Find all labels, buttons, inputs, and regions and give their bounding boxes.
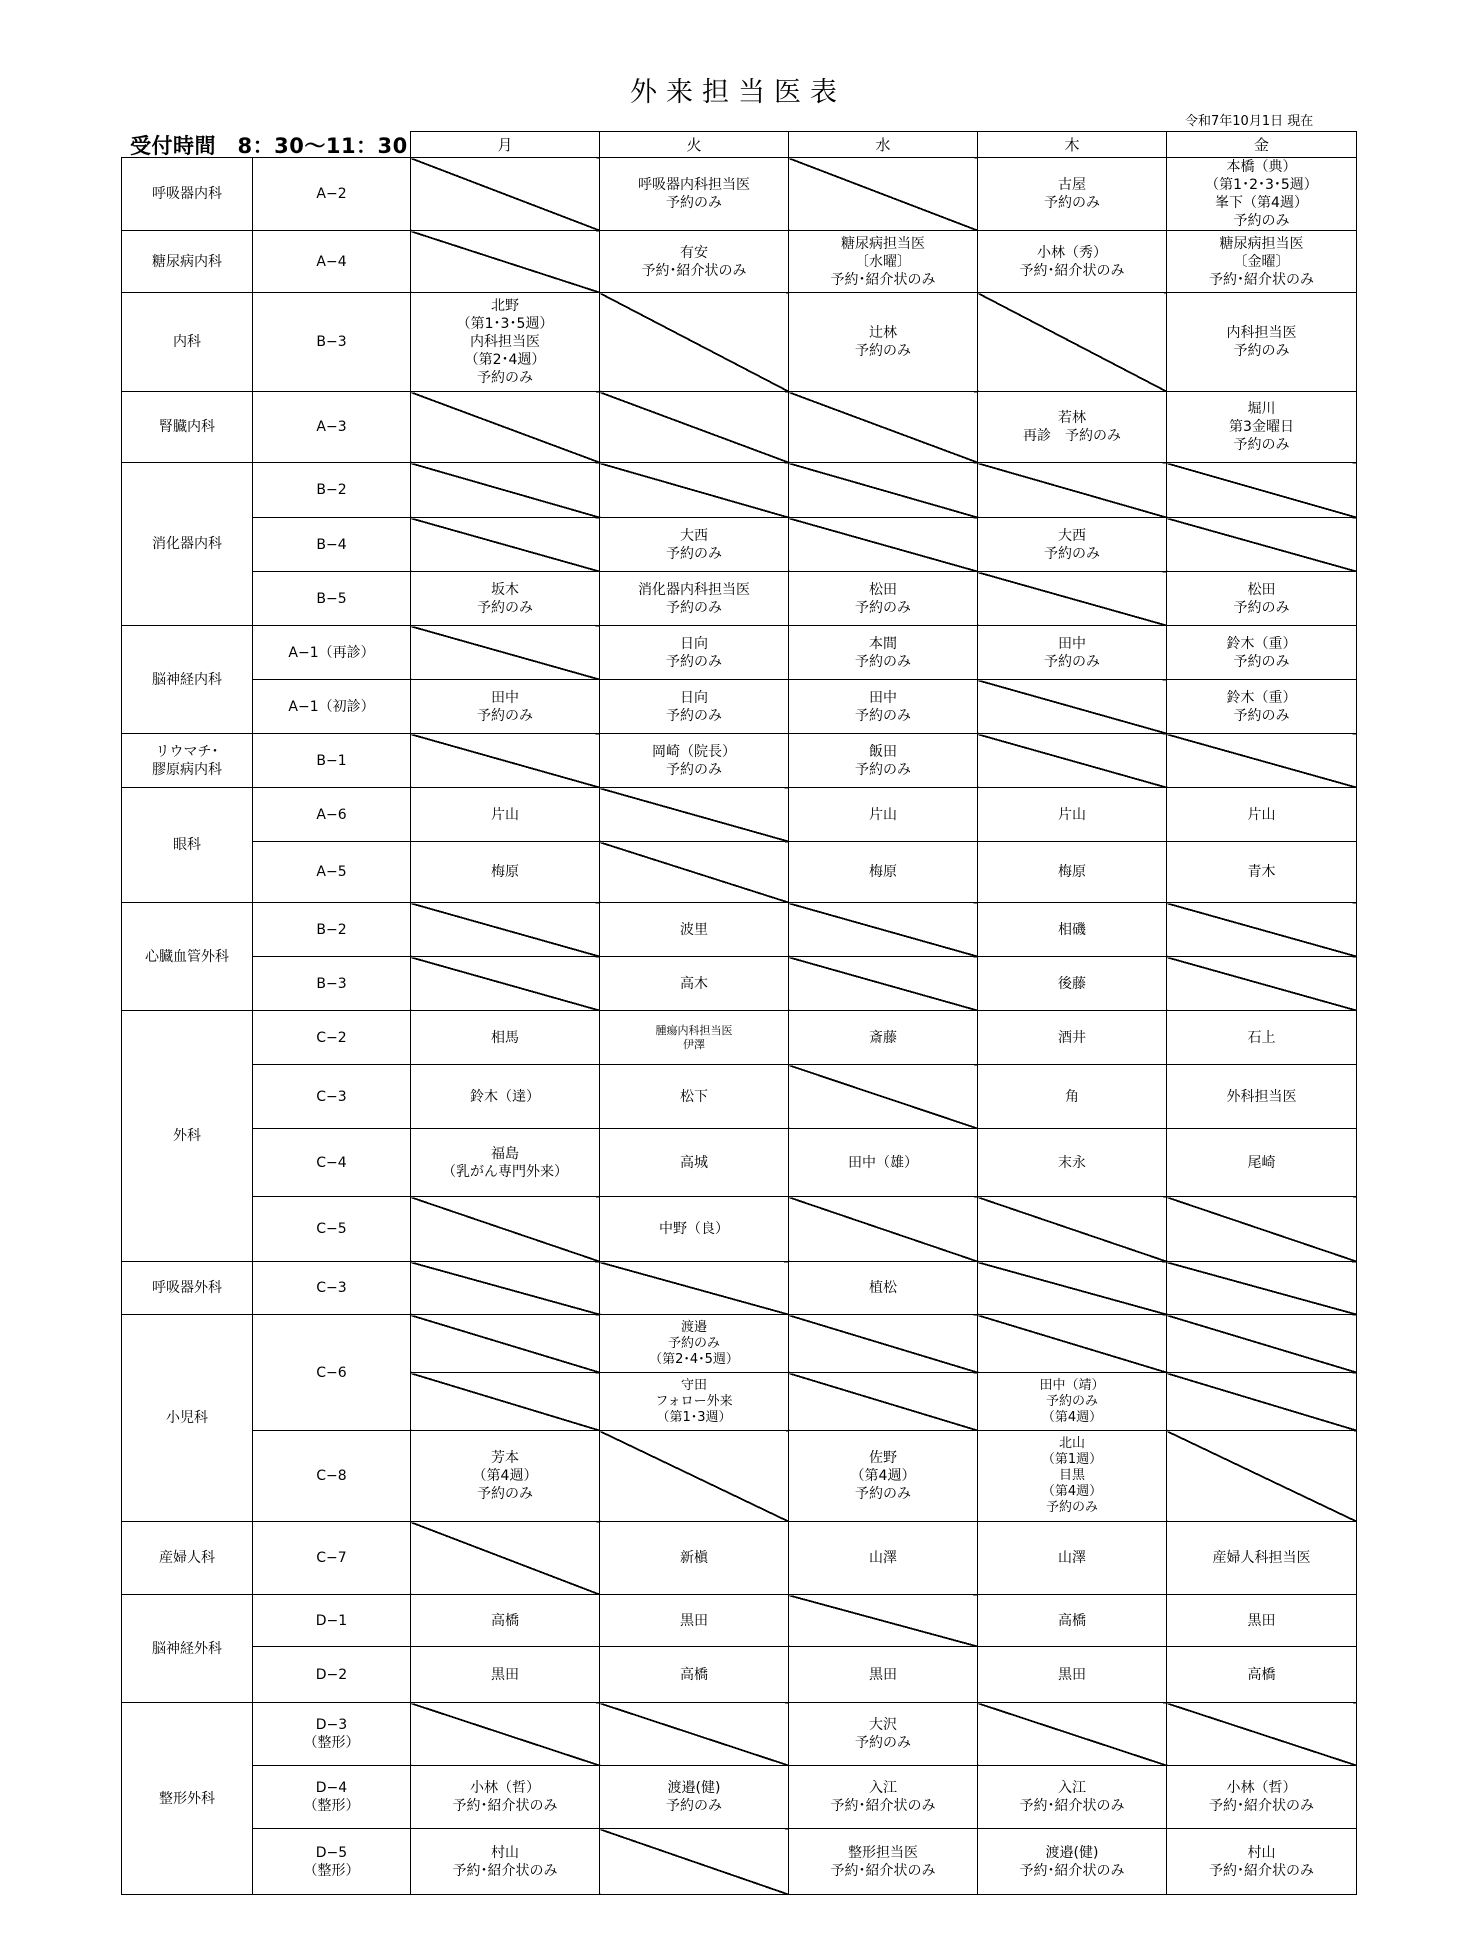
table-row: [122, 1065, 1357, 1129]
room-cell: D−1: [253, 1595, 411, 1647]
schedule-cell-empty: [978, 572, 1167, 626]
schedule-cell: 大西 予約のみ: [978, 518, 1167, 572]
schedule-cell: 松田 予約のみ: [789, 572, 978, 626]
schedule-cell: 斎藤: [789, 1011, 978, 1065]
schedule-cell-empty: [1167, 1262, 1357, 1315]
schedule-cell-empty: [978, 1703, 1167, 1766]
schedule-cell: 渡邉(健) 予約のみ: [600, 1766, 789, 1829]
room-cell: A−1（再診）: [253, 626, 411, 680]
dept-cell: 脳神経外科: [122, 1595, 253, 1703]
schedule-cell-empty: [1167, 1703, 1357, 1766]
schedule-cell: 梅原: [978, 842, 1167, 903]
schedule-cell: 岡崎（院長） 予約のみ: [600, 734, 789, 788]
schedule-cell-empty: [600, 1262, 789, 1315]
schedule-cell-empty: [411, 1197, 600, 1262]
schedule-cell: 辻林 予約のみ: [789, 293, 978, 392]
schedule-cell: 石上: [1167, 1011, 1357, 1065]
schedule-cell-empty: [1167, 1431, 1357, 1522]
schedule-cell: 本間 予約のみ: [789, 626, 978, 680]
schedule-cell: 北山 （第1週） 目黒 （第4週） 予約のみ: [978, 1431, 1167, 1522]
schedule-cell: 田中（雄）: [789, 1129, 978, 1197]
room-cell: B−2: [253, 903, 411, 957]
schedule-cell: 渡邉 予約のみ （第2･4･5週）: [600, 1315, 789, 1373]
table-row: [122, 231, 1357, 293]
schedule-cell-empty: [978, 734, 1167, 788]
schedule-cell-empty: [411, 463, 600, 518]
schedule-cell: 外科担当医: [1167, 1065, 1357, 1129]
dept-cell: 腎臓内科: [122, 392, 253, 463]
schedule-cell-empty: [789, 1197, 978, 1262]
schedule-cell: 大西 予約のみ: [600, 518, 789, 572]
table-row: [122, 788, 1357, 842]
header-blank: [122, 132, 411, 158]
table-row: [122, 463, 1357, 518]
schedule-cell: 福島 （乳がん専門外来）: [411, 1129, 600, 1197]
room-cell: A−4: [253, 231, 411, 293]
schedule-cell: 渡邉(健) 予約･紹介状のみ: [978, 1829, 1167, 1895]
schedule-cell-empty: [600, 1703, 789, 1766]
schedule-cell: 日向 予約のみ: [600, 626, 789, 680]
table-row: [122, 1315, 1357, 1373]
schedule-cell: 松田 予約のみ: [1167, 572, 1357, 626]
schedule-cell: 田中 予約のみ: [411, 680, 600, 734]
table-row: [122, 1431, 1357, 1522]
schedule-cell-empty: [978, 1197, 1167, 1262]
table-row: [122, 1129, 1357, 1197]
table-row: [122, 293, 1357, 392]
schedule-cell: 堀川 第3金曜日 予約のみ: [1167, 392, 1357, 463]
schedule-cell: 古屋 予約のみ: [978, 158, 1167, 231]
schedule-cell: 佐野 （第4週） 予約のみ: [789, 1431, 978, 1522]
schedule-cell-empty: [600, 293, 789, 392]
schedule-cell-empty: [411, 1373, 600, 1431]
dept-cell: 産婦人科: [122, 1522, 253, 1595]
table-row: [122, 957, 1357, 1011]
schedule-cell-empty: [789, 158, 978, 231]
schedule-cell: 高木: [600, 957, 789, 1011]
schedule-cell: 田中（靖） 予約のみ （第4週）: [978, 1373, 1167, 1431]
room-cell: A−5: [253, 842, 411, 903]
schedule-cell: 糖尿病担当医 〔水曜〕 予約･紹介状のみ: [789, 231, 978, 293]
schedule-cell: 片山: [1167, 788, 1357, 842]
day-header-tue: 火: [600, 132, 789, 158]
schedule-cell: 黒田: [600, 1595, 789, 1647]
schedule-cell: 田中 予約のみ: [978, 626, 1167, 680]
schedule-cell: 青木: [1167, 842, 1357, 903]
schedule-cell-empty: [411, 518, 600, 572]
schedule-cell: 日向 予約のみ: [600, 680, 789, 734]
room-cell: C−6: [253, 1315, 411, 1431]
schedule-cell-empty: [1167, 734, 1357, 788]
schedule-cell: 田中 予約のみ: [789, 680, 978, 734]
table-row: [122, 392, 1357, 463]
schedule-cell: 村山 予約･紹介状のみ: [411, 1829, 600, 1895]
schedule-cell: 坂木 予約のみ: [411, 572, 600, 626]
day-header-mon: 月: [411, 132, 600, 158]
schedule-cell: 入江 予約･紹介状のみ: [978, 1766, 1167, 1829]
dept-cell: 外科: [122, 1011, 253, 1262]
schedule-cell: 北野 （第1･3･5週） 内科担当医 （第2･4週） 予約のみ: [411, 293, 600, 392]
schedule-cell-empty: [600, 392, 789, 463]
schedule-cell-empty: [600, 1829, 789, 1895]
schedule-cell: 内科担当医 予約のみ: [1167, 293, 1357, 392]
dept-cell: 呼吸器外科: [122, 1262, 253, 1315]
schedule-cell: 黒田: [789, 1647, 978, 1703]
table-row: [122, 1011, 1357, 1065]
table-row: [122, 158, 1357, 231]
dept-cell: 眼科: [122, 788, 253, 903]
schedule-cell: 黒田: [1167, 1595, 1357, 1647]
day-header-wed: 水: [789, 132, 978, 158]
schedule-cell: 鈴木（重） 予約のみ: [1167, 680, 1357, 734]
room-cell: C−2: [253, 1011, 411, 1065]
schedule-cell-empty: [600, 842, 789, 903]
room-cell: A−3: [253, 392, 411, 463]
schedule-cell-empty: [600, 788, 789, 842]
room-cell: C−8: [253, 1431, 411, 1522]
schedule-cell-empty: [1167, 1197, 1357, 1262]
table-row: [122, 1829, 1357, 1895]
schedule-cell: 尾崎: [1167, 1129, 1357, 1197]
table-row: [122, 842, 1357, 903]
schedule-cell: 新槇: [600, 1522, 789, 1595]
schedule-cell: 相磯: [978, 903, 1167, 957]
schedule-cell: 産婦人科担当医: [1167, 1522, 1357, 1595]
schedule-cell-empty: [411, 158, 600, 231]
schedule-cell: 植松: [789, 1262, 978, 1315]
schedule-cell: 角: [978, 1065, 1167, 1129]
dept-cell: リウマチ･ 膠原病内科: [122, 734, 253, 788]
schedule-cell-empty: [789, 518, 978, 572]
schedule-cell-empty: [411, 734, 600, 788]
schedule-cell: 梅原: [789, 842, 978, 903]
schedule-cell: 整形担当医 予約･紹介状のみ: [789, 1829, 978, 1895]
schedule-cell-empty: [411, 1522, 600, 1595]
table-row: [122, 626, 1357, 680]
schedule-cell-empty: [789, 1315, 978, 1373]
as-of-date: 令和7年10月1日 現在: [1185, 114, 1314, 129]
schedule-cell-empty: [1167, 903, 1357, 957]
schedule-cell-empty: [1167, 957, 1357, 1011]
schedule-cell-empty: [789, 392, 978, 463]
room-cell: D−4 （整形）: [253, 1766, 411, 1829]
schedule-cell-empty: [411, 392, 600, 463]
schedule-cell-empty: [789, 903, 978, 957]
schedule-cell-empty: [411, 957, 600, 1011]
schedule-cell: 鈴木（達）: [411, 1065, 600, 1129]
schedule-cell-empty: [411, 1703, 600, 1766]
schedule-cell: 守田 フォロー外来 （第1･3週）: [600, 1373, 789, 1431]
room-cell: B−3: [253, 957, 411, 1011]
schedule-cell: 黒田: [411, 1647, 600, 1703]
schedule-cell: 波里: [600, 903, 789, 957]
schedule-cell: 梅原: [411, 842, 600, 903]
schedule-cell-empty: [411, 1315, 600, 1373]
schedule-cell-empty: [978, 293, 1167, 392]
table-row: [122, 1262, 1357, 1315]
table-row: [122, 1522, 1357, 1595]
schedule-cell: 山澤: [978, 1522, 1167, 1595]
schedule-cell: 高橋: [600, 1647, 789, 1703]
schedule-cell: 黒田: [978, 1647, 1167, 1703]
schedule-cell: 小林（秀） 予約･紹介状のみ: [978, 231, 1167, 293]
schedule-cell-empty: [1167, 518, 1357, 572]
room-cell: B−2: [253, 463, 411, 518]
room-cell: C−3: [253, 1065, 411, 1129]
table-row: [122, 572, 1357, 626]
table-row: [122, 1595, 1357, 1647]
schedule-cell: 鈴木（重） 予約のみ: [1167, 626, 1357, 680]
dept-cell: 心臓血管外科: [122, 903, 253, 1011]
day-header-fri: 金: [1167, 132, 1357, 158]
schedule-cell-empty: [978, 1262, 1167, 1315]
schedule-cell: 高橋: [978, 1595, 1167, 1647]
room-cell: C−5: [253, 1197, 411, 1262]
schedule-cell: 末永: [978, 1129, 1167, 1197]
schedule-cell-empty: [978, 463, 1167, 518]
schedule-cell: 糖尿病担当医 〔金曜〕 予約･紹介状のみ: [1167, 231, 1357, 293]
room-cell: A−2: [253, 158, 411, 231]
schedule-cell: 飯田 予約のみ: [789, 734, 978, 788]
schedule-cell: 入江 予約･紹介状のみ: [789, 1766, 978, 1829]
schedule-cell: 松下: [600, 1065, 789, 1129]
schedule-cell-empty: [789, 1595, 978, 1647]
reception-hours: 受付時間 8：30～11：30: [130, 134, 408, 158]
schedule-cell-empty: [600, 463, 789, 518]
dept-cell: 呼吸器内科: [122, 158, 253, 231]
room-cell: B−1: [253, 734, 411, 788]
schedule-table: [121, 131, 1357, 1895]
table-row: [122, 1197, 1357, 1262]
dept-cell: 糖尿病内科: [122, 231, 253, 293]
schedule-cell: 若林 再診 予約のみ: [978, 392, 1167, 463]
schedule-cell: 中野（良）: [600, 1197, 789, 1262]
schedule-cell-empty: [789, 463, 978, 518]
schedule-cell: 小林（哲） 予約･紹介状のみ: [1167, 1766, 1357, 1829]
schedule-cell: 山澤: [789, 1522, 978, 1595]
schedule-cell-empty: [978, 680, 1167, 734]
schedule-cell: 村山 予約･紹介状のみ: [1167, 1829, 1357, 1895]
room-cell: C−3: [253, 1262, 411, 1315]
page-title: 外来担当医表: [630, 77, 846, 108]
schedule-cell: 消化器内科担当医 予約のみ: [600, 572, 789, 626]
table-row: [122, 1647, 1357, 1703]
dept-cell: 内科: [122, 293, 253, 392]
schedule-cell-empty: [1167, 1373, 1357, 1431]
schedule-cell-empty: [789, 1373, 978, 1431]
table-row: [122, 734, 1357, 788]
schedule-cell: 高橋: [411, 1595, 600, 1647]
dept-cell: 消化器内科: [122, 463, 253, 626]
room-cell: D−5 （整形）: [253, 1829, 411, 1895]
room-cell: D−3 （整形）: [253, 1703, 411, 1766]
schedule-cell: 有安 予約･紹介状のみ: [600, 231, 789, 293]
room-cell: A−1（初診）: [253, 680, 411, 734]
schedule-cell: 酒井: [978, 1011, 1167, 1065]
schedule-cell: 呼吸器内科担当医 予約のみ: [600, 158, 789, 231]
room-cell: B−3: [253, 293, 411, 392]
schedule-cell: 後藤: [978, 957, 1167, 1011]
room-cell: B−4: [253, 518, 411, 572]
day-header-thu: 木: [978, 132, 1167, 158]
schedule-cell: 相馬: [411, 1011, 600, 1065]
dept-cell: 脳神経内科: [122, 626, 253, 734]
schedule-cell: 芳本 （第4週） 予約のみ: [411, 1431, 600, 1522]
schedule-cell: 大沢 予約のみ: [789, 1703, 978, 1766]
dept-cell: 整形外科: [122, 1703, 253, 1895]
room-cell: C−4: [253, 1129, 411, 1197]
room-cell: A−6: [253, 788, 411, 842]
schedule-cell-empty: [411, 903, 600, 957]
schedule-cell: 本橋（典） （第1･2･3･5週） 峯下（第4週） 予約のみ: [1167, 158, 1357, 231]
schedule-cell: 高城: [600, 1129, 789, 1197]
table-row: [122, 518, 1357, 572]
room-cell: D−2: [253, 1647, 411, 1703]
schedule-cell-empty: [1167, 1315, 1357, 1373]
header-row: [122, 132, 1357, 158]
schedule-cell: 片山: [978, 788, 1167, 842]
schedule-cell: 腫瘍内科担当医 伊澤: [600, 1011, 789, 1065]
dept-cell: 小児科: [122, 1315, 253, 1522]
table-row: [122, 1703, 1357, 1766]
schedule-cell-empty: [1167, 463, 1357, 518]
table-row: [122, 680, 1357, 734]
schedule-cell-empty: [978, 1315, 1167, 1373]
room-cell: B−5: [253, 572, 411, 626]
schedule-cell-empty: [789, 1065, 978, 1129]
table-row: [122, 1766, 1357, 1829]
schedule-cell: 片山: [789, 788, 978, 842]
table-row: [122, 903, 1357, 957]
room-cell: C−7: [253, 1522, 411, 1595]
schedule-cell-empty: [411, 231, 600, 293]
schedule-cell: 小林（哲） 予約･紹介状のみ: [411, 1766, 600, 1829]
schedule-cell-empty: [411, 626, 600, 680]
schedule-cell-empty: [789, 957, 978, 1011]
schedule-cell-empty: [600, 1431, 789, 1522]
schedule-cell: 高橋: [1167, 1647, 1357, 1703]
schedule-cell-empty: [411, 1262, 600, 1315]
schedule-cell: 片山: [411, 788, 600, 842]
